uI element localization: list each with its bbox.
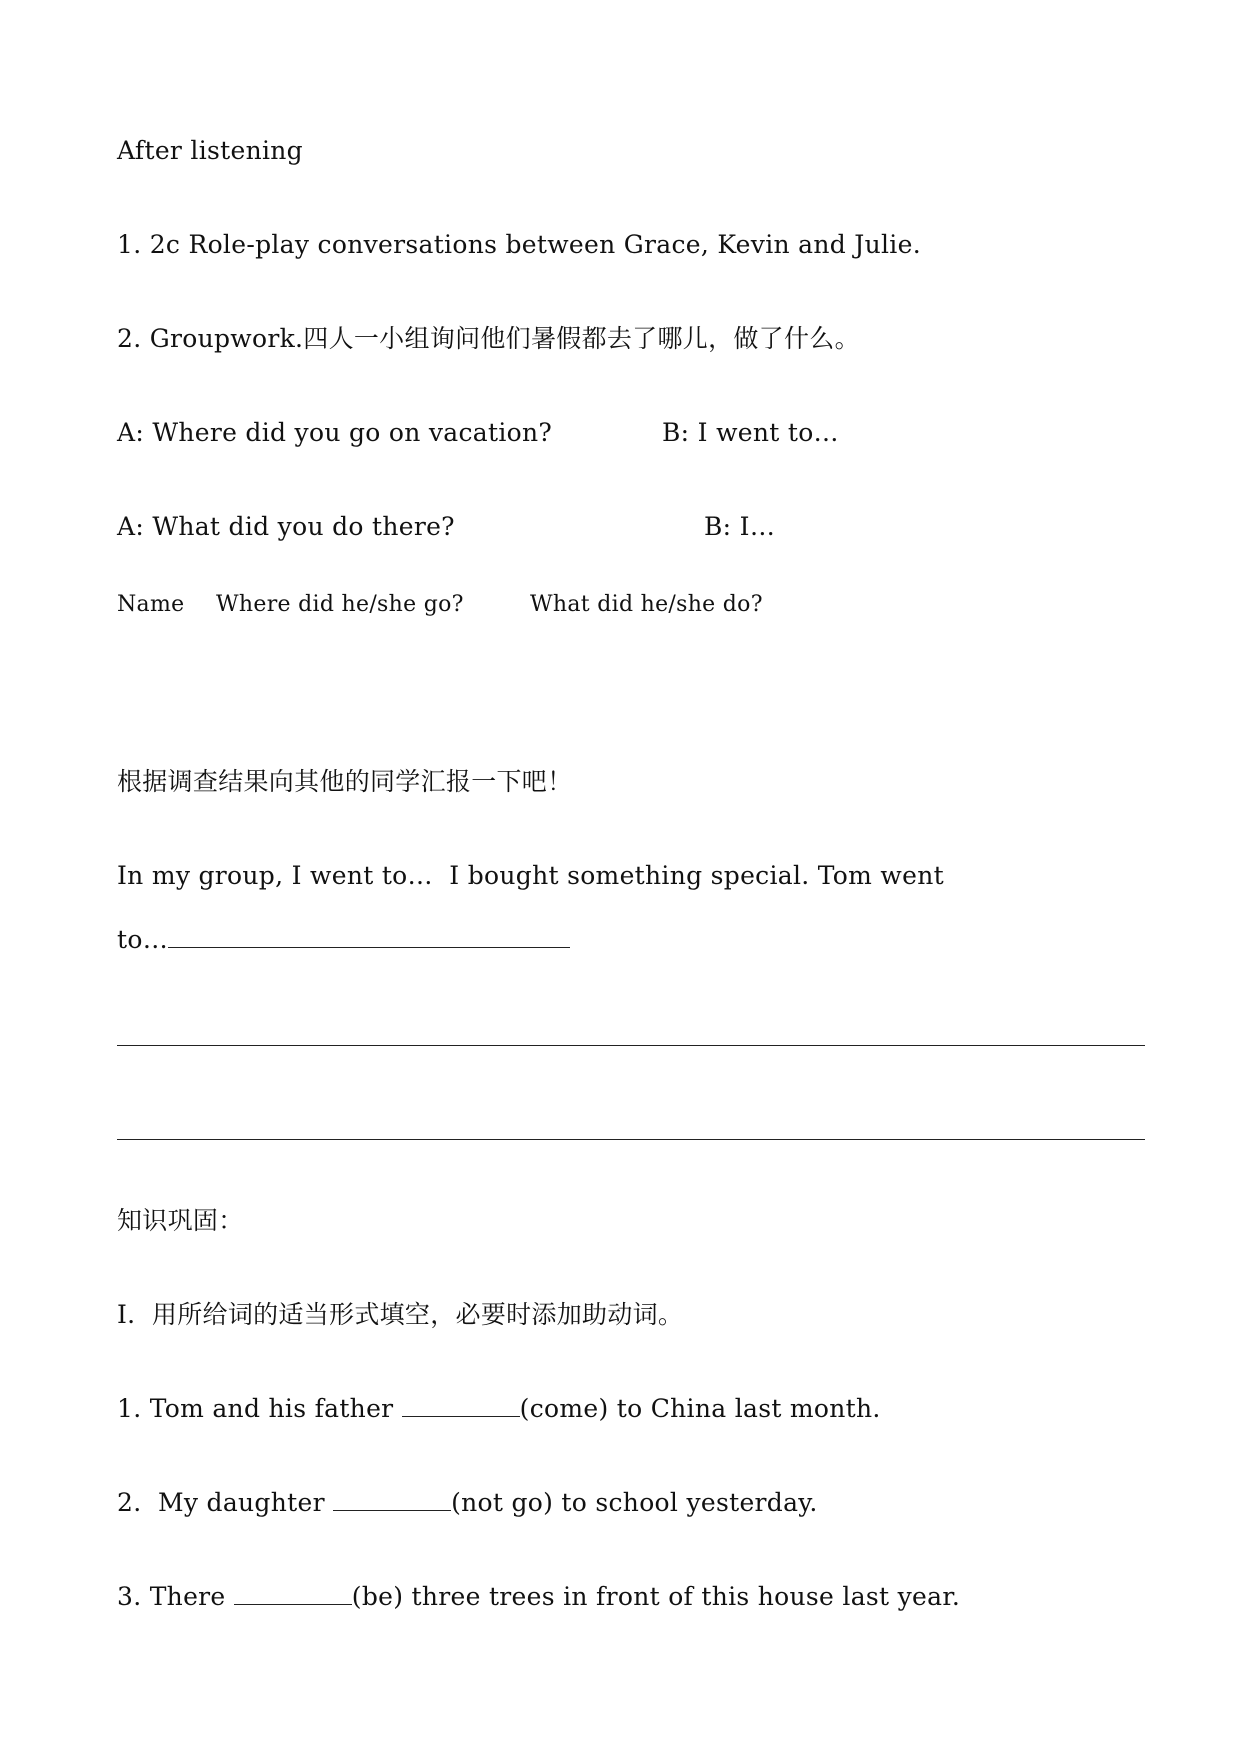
exercise-section-title: I. 用所给词的适当形式填空，必要时添加助动词。	[117, 1300, 684, 1329]
header-where: Where did he/she go?	[216, 592, 464, 617]
header-what: What did he/she do?	[530, 592, 763, 617]
exercise-item-3	[117, 1582, 960, 1612]
exercise-item-2-prefix: 2. My daughter	[117, 1488, 334, 1517]
exercise-blank-3[interactable]	[234, 1582, 352, 1605]
report-instruction: 根据调查结果向其他的同学汇报一下吧！	[117, 767, 573, 796]
item-groupwork: 2. Groupwork.四人一小组询问他们暑假都去了哪儿，做了什么。	[117, 324, 860, 353]
exercise-item-1	[117, 1394, 881, 1424]
answer-blank-short[interactable]	[168, 925, 570, 948]
dialogue-b2: B: I…	[704, 512, 776, 541]
report-sentence-line1: In my group, I went to… I bought something special. Tom went	[117, 861, 944, 890]
after-listening-heading: After listening	[117, 136, 303, 165]
consolidation-heading: 知识巩固：	[117, 1206, 244, 1235]
exercise-item-2-suffix: (not go) to school yesterday.	[451, 1488, 818, 1517]
item-role-play: 1. 2c Role-play conversations between Grace, Kevin and Julie.	[117, 230, 921, 259]
exercise-item-1-suffix: (come) to China last month.	[519, 1394, 881, 1423]
header-name: Name	[117, 592, 185, 617]
report-sentence-line2	[117, 925, 570, 955]
report-sentence-prefix: to…	[117, 925, 168, 954]
answer-line-1[interactable]	[117, 1045, 1145, 1046]
exercise-blank-1[interactable]	[402, 1394, 520, 1417]
exercise-item-1-prefix: 1. Tom and his father	[117, 1394, 402, 1423]
exercise-blank-2[interactable]	[333, 1488, 451, 1511]
dialogue-b1: B: I went to…	[662, 418, 839, 447]
dialogue-a1: A: Where did you go on vacation?	[117, 418, 553, 447]
answer-line-2[interactable]	[117, 1139, 1145, 1140]
exercise-item-3-suffix: (be) three trees in front of this house last year.	[351, 1582, 961, 1611]
exercise-item-3-prefix: 3. There	[117, 1582, 234, 1611]
dialogue-a2: A: What did you do there?	[117, 512, 455, 541]
exercise-item-2	[117, 1488, 818, 1518]
